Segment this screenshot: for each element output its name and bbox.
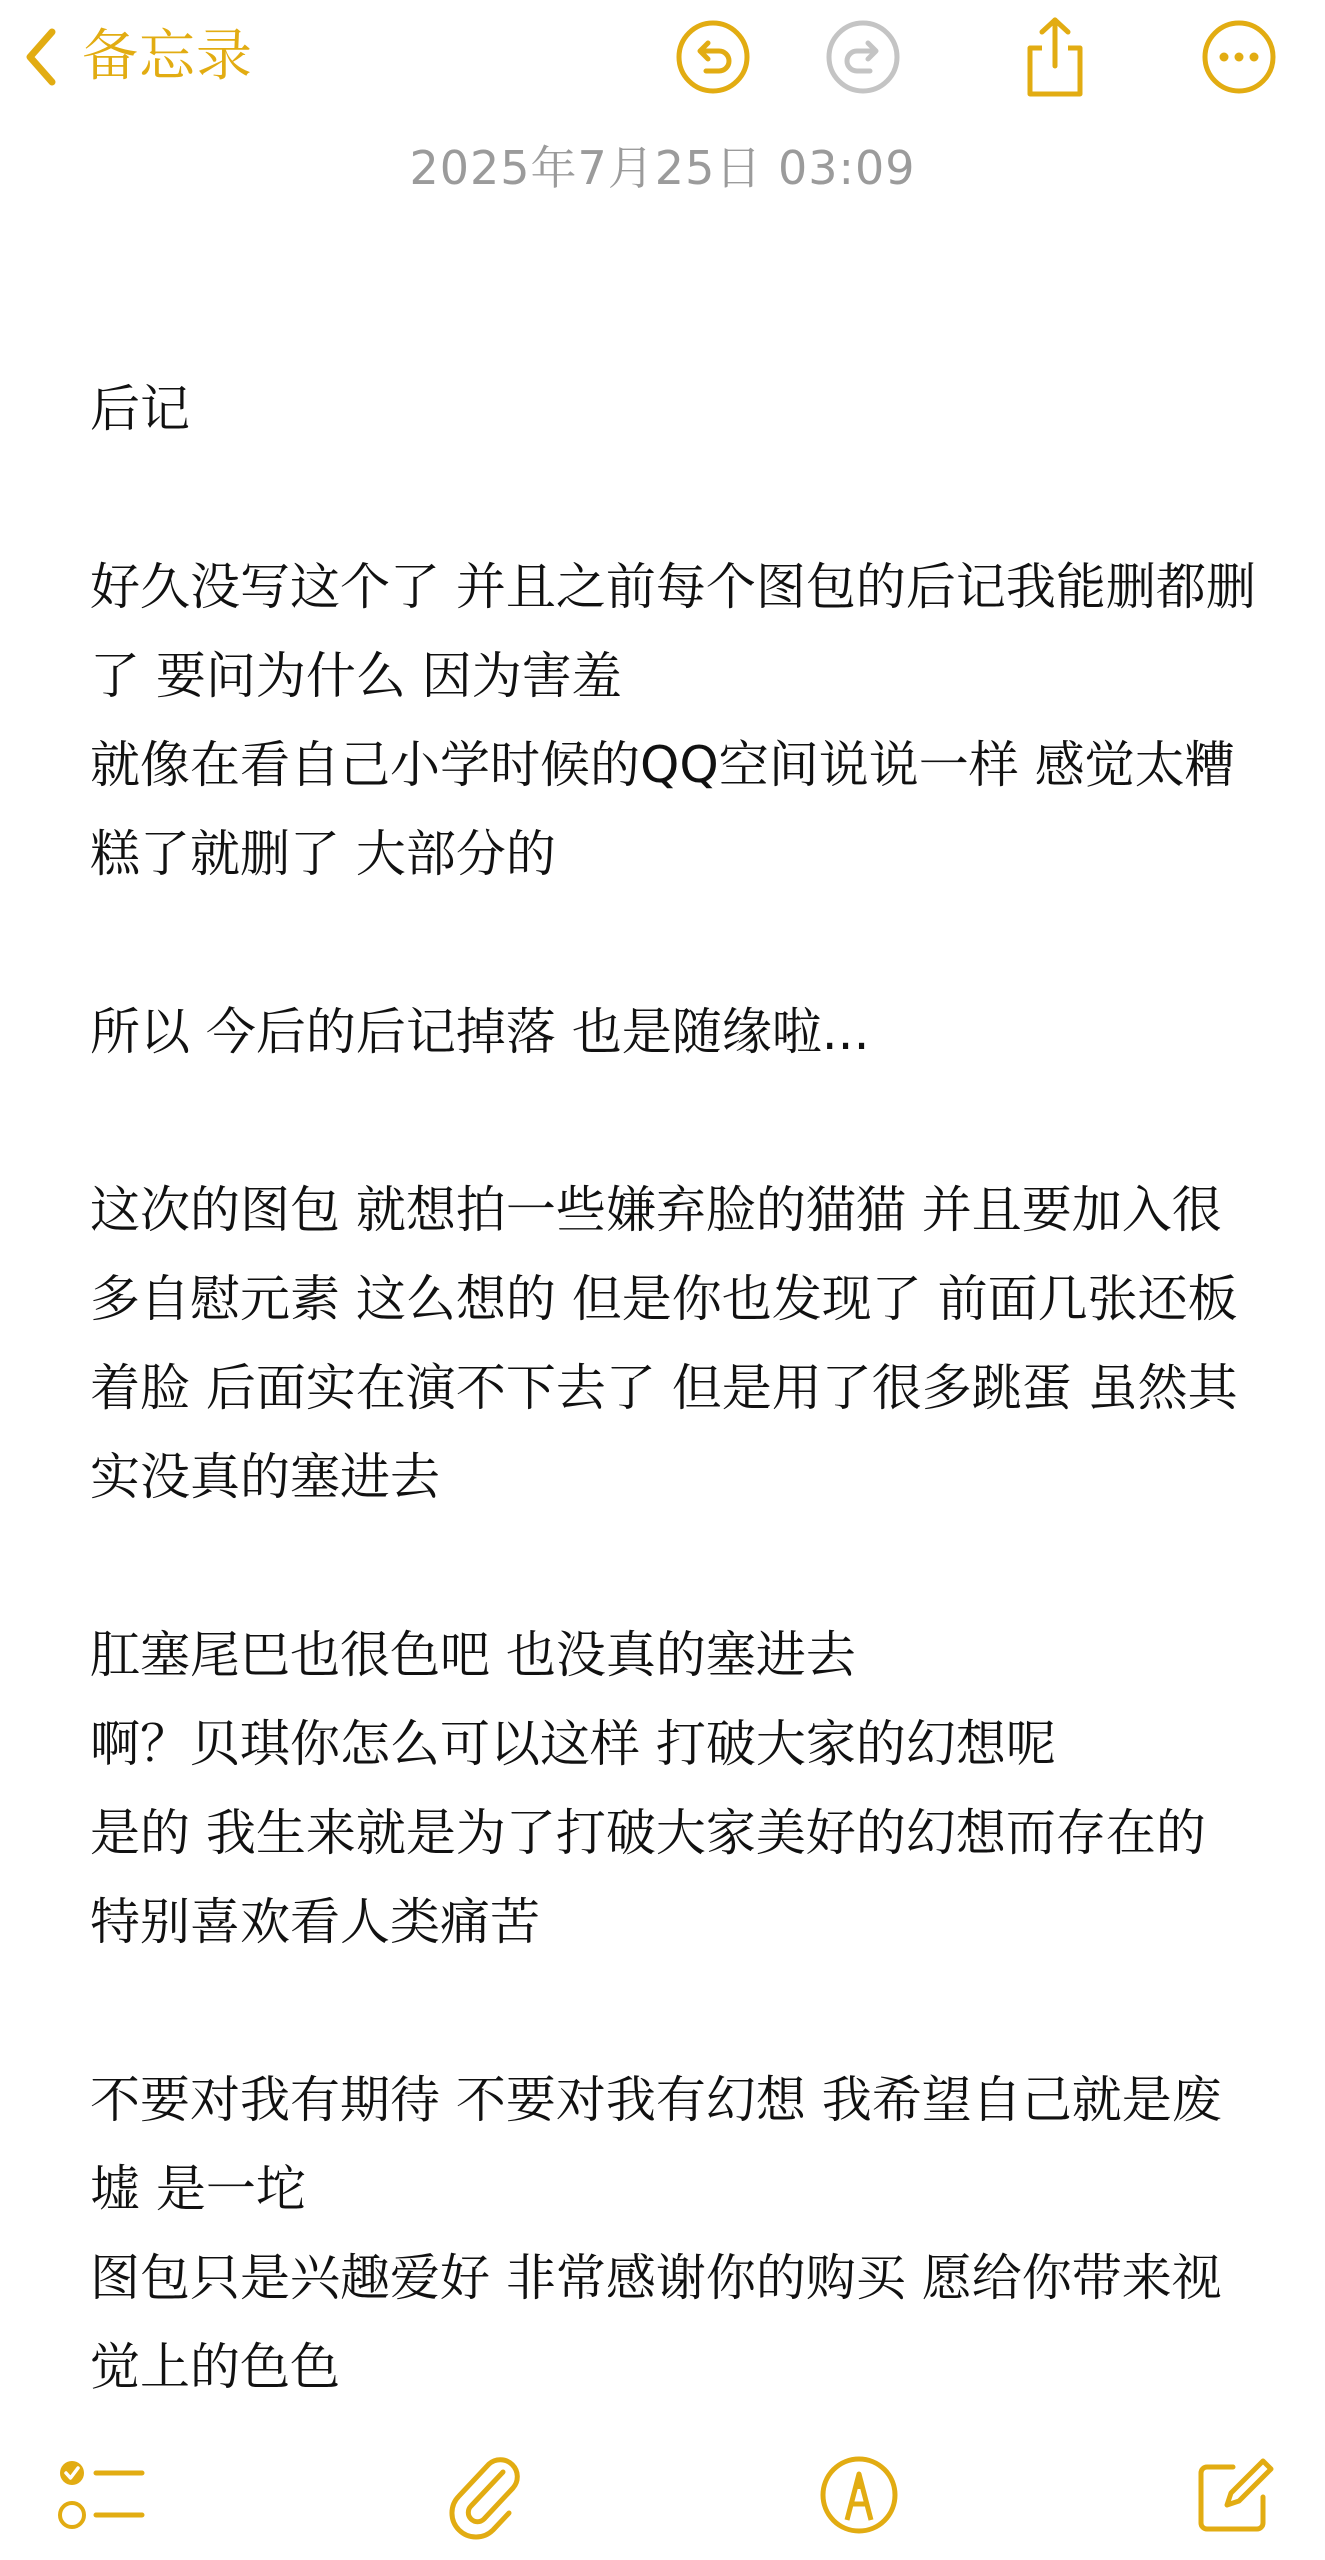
paperclip-icon xyxy=(445,2450,525,2540)
redo-button[interactable] xyxy=(820,14,906,100)
note-body[interactable] xyxy=(90,365,1270,2412)
back-button[interactable] xyxy=(24,14,253,100)
note-paragraph: 好久没写这个了 并且之前每个图包的后记我能删都删了 要问为什么 因为害羞 就像在看自己小学时候的QQ空间说说一样 感觉太糟糕了就删了 大部分的 xyxy=(90,558,1256,883)
note-paragraph: 肛塞尾巴也很色吧 也没真的塞进去 啊？贝琪你怎么可以这样 打破大家的幻想呢 是的 我生来就是为了打破大家美好的幻想而存在的 特别喜欢看人类痛苦 xyxy=(90,1626,1206,1951)
attach-button[interactable] xyxy=(430,2440,540,2550)
back-label: 备忘录 xyxy=(82,24,253,89)
markup-pen-icon xyxy=(818,2454,900,2536)
note-paragraph: 这次的图包 就想拍一些嫌弃脸的猫猫 并且要加入很多自慰元素 这么想的 但是你也发现了 前面几张还板着脸 后面实在演不下去了 但是用了很多跳蛋 虽然其实没真的塞进去 xyxy=(90,1181,1238,1506)
note-title: 后记 xyxy=(90,380,190,438)
paragraph-spacer xyxy=(90,1522,1270,1611)
more-icon xyxy=(1200,18,1278,96)
note-paragraph: 所以 今后的后记掉落 也是随缘啦... xyxy=(90,1003,870,1061)
chevron-left-icon xyxy=(24,26,58,88)
paragraph-spacer xyxy=(90,1967,1270,2056)
undo-icon xyxy=(674,18,752,96)
note-timestamp: 2025年7月25日 03:09 xyxy=(409,141,916,195)
redo-icon xyxy=(824,18,902,96)
share-button[interactable] xyxy=(1012,14,1098,100)
paragraph-spacer xyxy=(90,1077,1270,1166)
paragraph-spacer xyxy=(90,454,1270,543)
compose-icon xyxy=(1193,2453,1277,2537)
checklist-icon xyxy=(58,2455,148,2535)
navigation-bar xyxy=(0,0,1325,130)
share-icon xyxy=(1020,14,1090,100)
paragraph-spacer xyxy=(90,899,1270,988)
bottom-toolbar xyxy=(0,2440,1325,2550)
note-paragraph: 不要对我有期待 不要对我有幻想 我希望自己就是废墟 是一坨 图包只是兴趣爱好 非常感谢你的购买 愿给你带来视觉上的色色 xyxy=(90,2071,1222,2396)
checklist-button[interactable] xyxy=(48,2440,158,2550)
undo-button[interactable] xyxy=(670,14,756,100)
markup-button[interactable] xyxy=(804,2440,914,2550)
compose-button[interactable] xyxy=(1180,2440,1290,2550)
more-button[interactable] xyxy=(1196,14,1282,100)
